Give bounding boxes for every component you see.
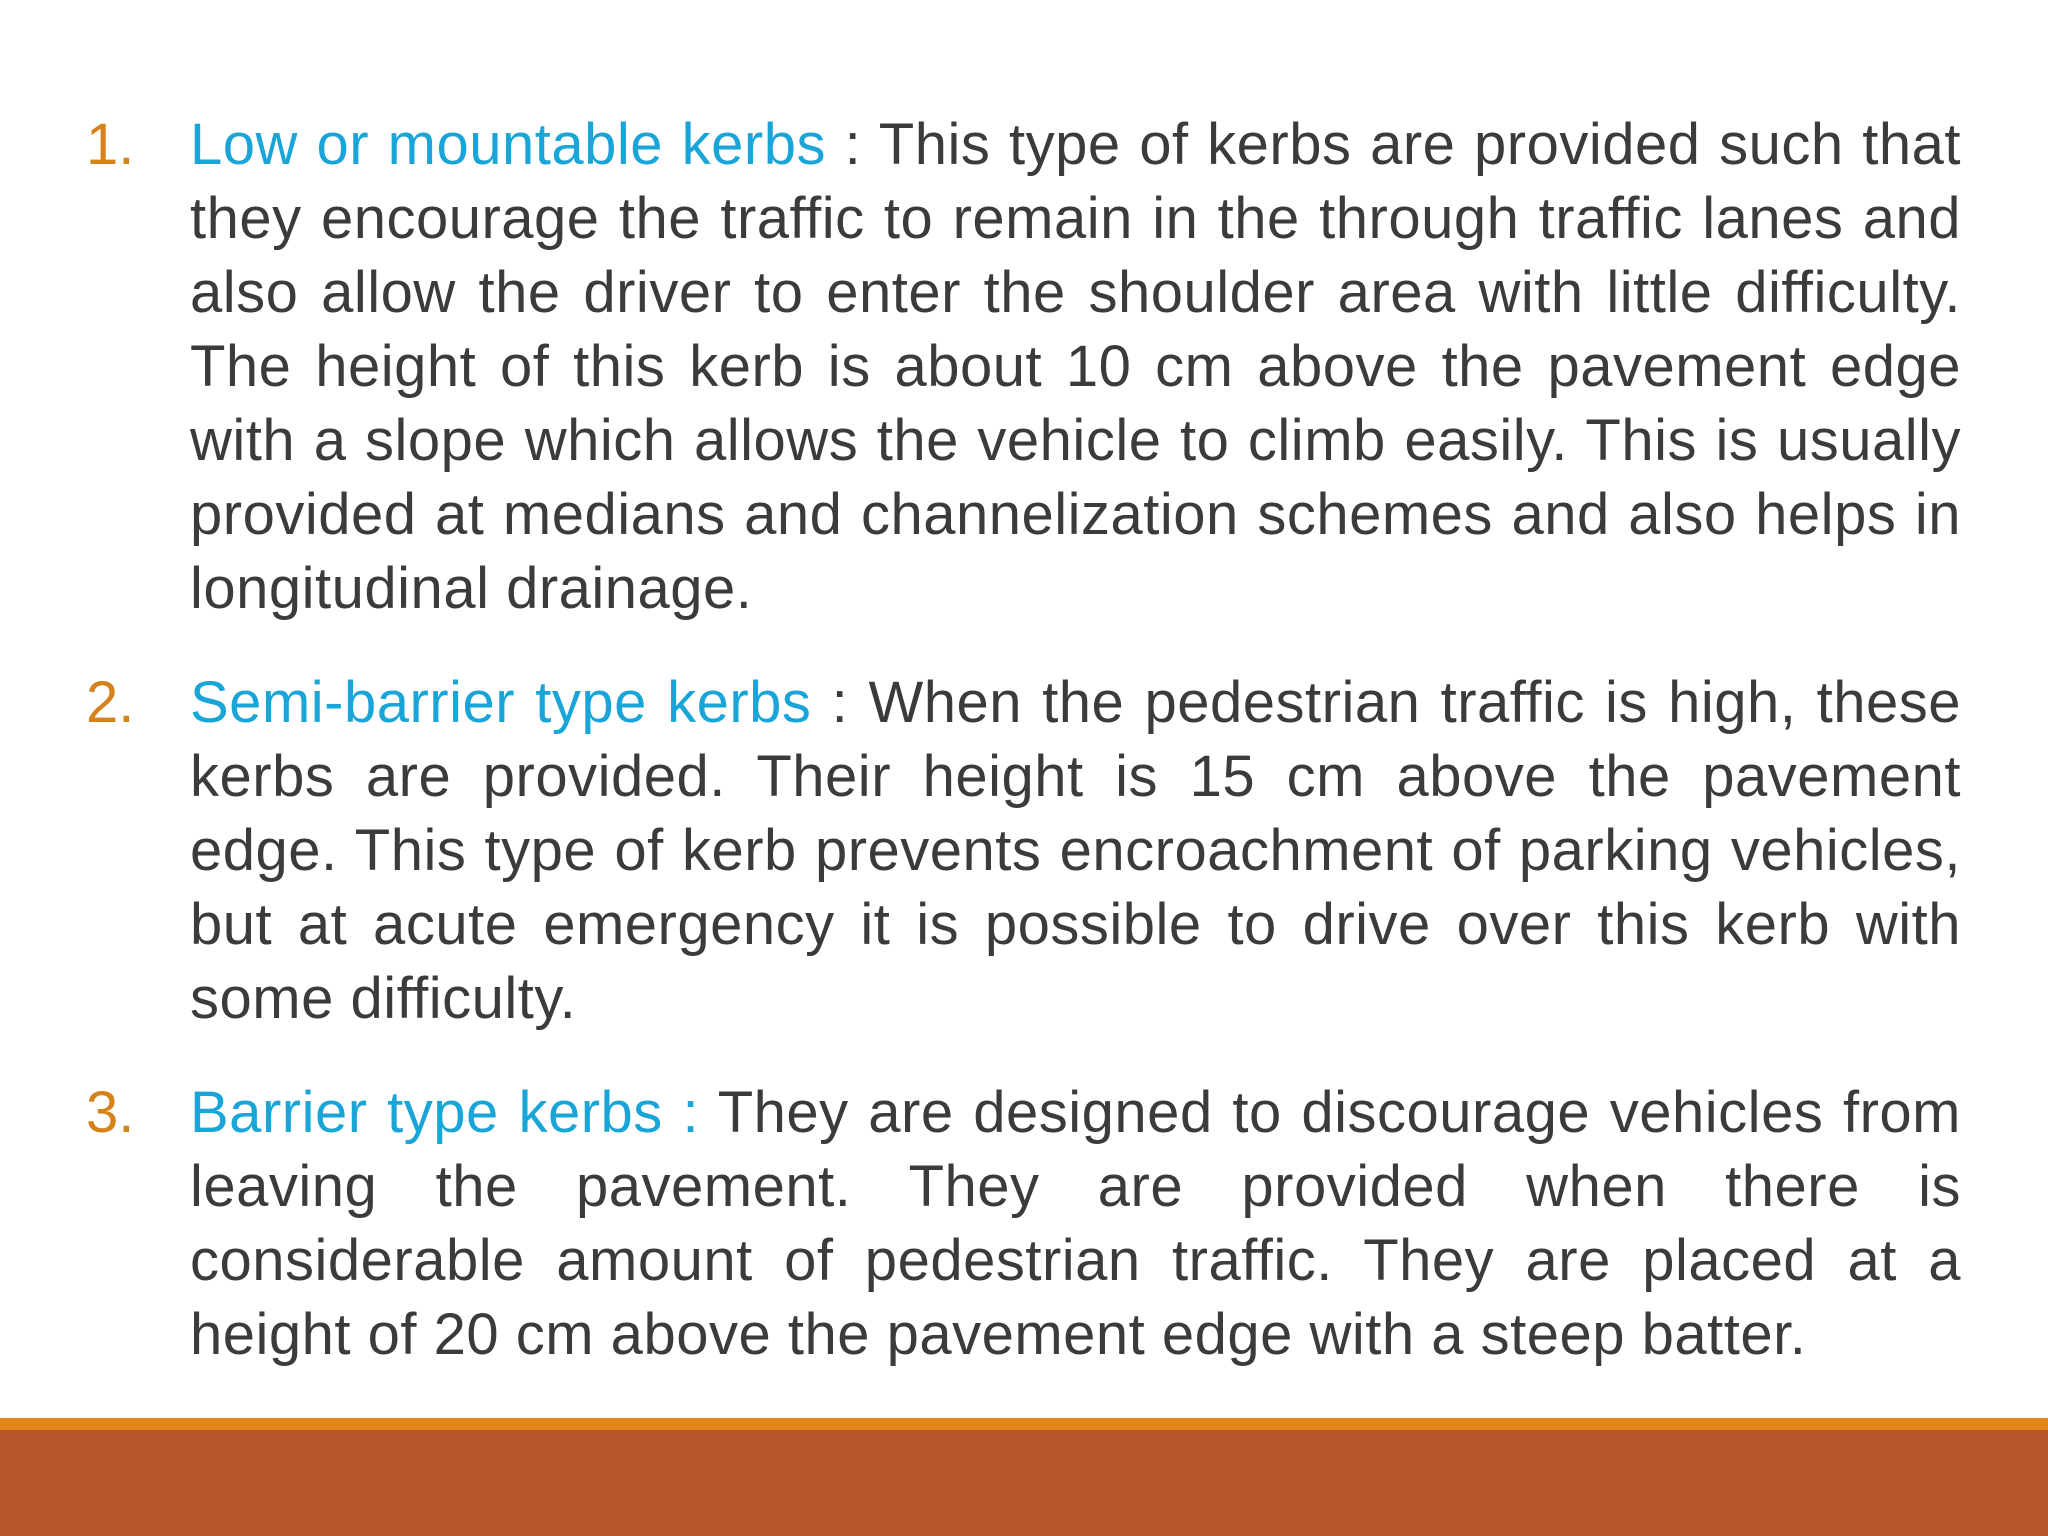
list-item-text <box>190 108 1961 626</box>
description: When the pedestrian traffic is high, these kerbs are provided. Their height is 15 cm above the pavement edge. This type of kerb prevents encroachment of parking vehicles, but at acute emergency it is possible to drive over this kerb with some difficulty. <box>190 670 1961 1031</box>
list-item-text <box>190 666 1961 1036</box>
list-item <box>86 666 1961 1036</box>
list-item <box>86 1076 1961 1372</box>
term-separator: : <box>825 112 879 177</box>
term-label: Semi-barrier type kerbs <box>190 670 812 735</box>
footer-accent-line <box>0 1418 2048 1430</box>
term-label: Barrier type kerbs : <box>190 1080 700 1145</box>
kerb-types-list <box>86 108 1961 1412</box>
list-item <box>86 108 1961 626</box>
description: They are designed to discourage vehicles from leaving the pavement. They are provided when there is considerable amount of pedestrian traffic. They are placed at a height of 20 cm above the pavement edge with a steep batter. <box>190 1080 1961 1367</box>
list-number: 3. <box>86 1080 135 1145</box>
term-separator: : <box>811 670 869 735</box>
list-item-text <box>190 1076 1961 1372</box>
list-number: 1. <box>86 112 135 177</box>
term-separator <box>699 1080 718 1145</box>
footer-band <box>0 1430 2048 1536</box>
description: This type of kerbs are provided such that they encourage the traffic to remain in the through traffic lanes and also allow the driver to enter the shoulder area with little difficulty. The height of this kerb is about 10 cm above the pavement edge with a slope which allows the vehicle to climb easily. This is usually provided at medians and channelization schemes and also helps in longitudinal drainage. <box>190 112 1962 621</box>
list-number: 2. <box>86 670 135 735</box>
term-label: Low or mountable kerbs <box>190 112 826 177</box>
